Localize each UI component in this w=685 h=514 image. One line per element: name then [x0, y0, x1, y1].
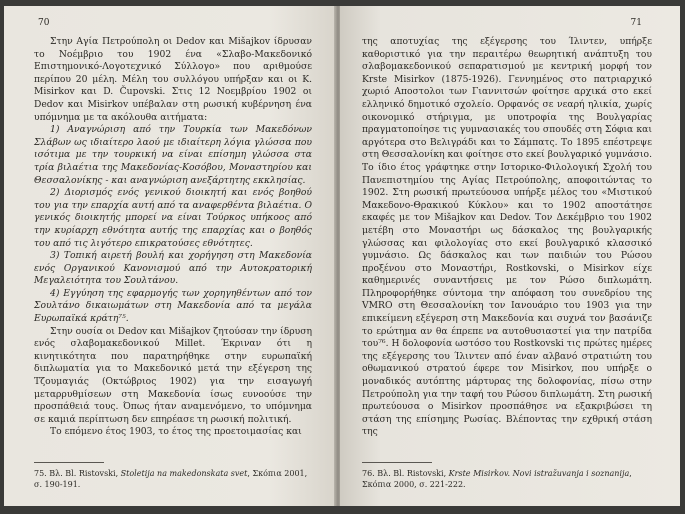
paragraph: Το επόμενο έτος 1903, το έτος της προετοιμασίας και — [50, 426, 302, 438]
footnote — [362, 468, 652, 490]
footnote-prefix: 76. Βλ. Bl. Ristovski, — [362, 469, 449, 478]
footnote — [34, 468, 312, 490]
paragraph: Στην ουσία οι Dedov και Mišajkov ζητούσαν την ίδρυση ενός σλαβομακεδονικού Millet. Έκριναν ότι η κινητικότητα που παρατηρήθηκε στην ευρωπαϊκή διπλωματία για το Μακεδονικό μετά την εξέγερση της Τζουμαγιάς (Οκτώβριος 1902) για την εισαγωγή μεταρρυθμίσεων στη Μακεδονία ίσως ευνοούσε την προσπάθειά τους. Όπως ήταν αναμενόμενο, το υπόμνημα σε καμιά περίπτωση δεν επηρέασε τη ρωσική πολιτική. — [34, 325, 312, 425]
paragraph: Στην Αγία Πετρούπολη οι Dedov και Mišajkov ίδρυσαν το Νοέμβριο του 1902 ένα «Σλαβο-Μακεδονικό Επιστημονικό-Λογοτεχνικό Σύλλογο» που αριθμούσε περίπου 20 μέλη. Μέλη του συλλόγου υπήρξαν και οι K. Misirkov και D. Čupovski. Στις 12 Νοεμβρίου 1902 οι Dedov και Misirkov υπέβαλαν στη ρωσική κυβέρνηση ένα υπόμνημα με τα ακόλουθα αιτήματα: — [34, 36, 312, 123]
footnote-suffix: , Σκόπια 2001, σ. 190-191. — [34, 469, 308, 489]
demand-item: 1) Αναγνώριση από την Τουρκία των Μακεδόνων Σλάβων ως ιδιαίτερο λαού με ιδιαίτερη λόγια γλώσσα που ισότιμα με την τουρκική να είναι επίσημη γλώσσα στα τρία βιλαέτια της Μακεδονίας-Κοσόβου, Μοναστηρίου και Θεσσαλονίκης - και αναγνώριση ανεξάρτητης εκκλησίας. — [34, 124, 312, 186]
footnote-rule — [362, 462, 432, 463]
demand-item: 4) Εγγύηση της εφαρμογής των χορηγηθέντων από τον Σουλτάνο δικαιωμάτων στη Μακεδονία από τα μεγάλα Ευρωπαϊκά κράτη⁷⁵. — [34, 287, 312, 325]
footnote-rule — [34, 462, 104, 463]
page-number: 70 — [38, 18, 50, 28]
left-page — [4, 6, 336, 506]
footnote-title: Stoletija na makedonskata svet — [120, 469, 248, 478]
footnote-suffix: , Σκόπια 2000, σ. 221-222. — [362, 469, 632, 489]
footnote-prefix: 75. Βλ. Bl. Ristovski, — [34, 469, 121, 478]
page-body — [362, 36, 652, 439]
demand-item: 3) Τοπική αιρετή βουλή και χορήγηση στη Μακεδονία ενός Οργανικού Κανονισμού από την Αυτοκρατορική Μεγαλειότητα του Σουλτάνου. — [34, 250, 312, 287]
page-number: 71 — [630, 18, 642, 28]
demand-item: 2) Διορισμός ενός γενικού διοικητή και ενός βοηθού του για την επαρχία αυτή από τα αναφερθέντα βιλαέτια. Ο γενικός διοικητής μπορεί να είναι Τούρκος υπήκοος από την κυρίαρχη εθνότητα αυτής της επαρχίας και ο βοηθός του από τις λιγότερο επικρατούσες εθνότητες. — [34, 187, 312, 249]
right-page — [340, 6, 680, 506]
page-body — [34, 36, 312, 439]
footnote-title: Krste Misirkov. Novi istražuvanja i soznanija — [448, 469, 630, 478]
paragraph: της αποτυχίας της εξέγερσης του Ίλιντεν, υπήρξε καθοριστικό για την περαιτέρω θεωρητική ανάπτυξη του σλαβομακεδονικού σεπαρατισμού με κεντρική μορφή τον Krste Misirkov (1875-1926). Γεννημένος στο πατριαρχικό χωριό Αποστολοι των Γιαννιτσών φοίτησε αρχικά στο εκεί ελληνικό δημοτικό σχολείο. Ορφανός σε νεαρή ηλικία, χωρίς οικονομικό στήριγμα, με υποτροφία της Βουλγαρίας πραγματοποίησε τις γυμνασιακές του σπουδές στη Σόφια και αργότερα στο Βελιγράδι και το Σάμπατς. Το 1895 επέστρεψε στη Θεσσαλονίκη και φοίτησε στο εκεί βουλγαρικό γυμνάσιο. Το ίδιο έτος γράφτηκε στην Ιστορικο-Φιλολογική Σχολή του Πανεπιστημίου της Αγίας Πετρούπολης, αποφοιτώντας το 1902. Στη ρωσική πρωτεύουσα υπήρξε μέλος του «Μιστικού Μακεδονο-Θρακικού Κύκλου» και το 1902 αποστάτησε εκαφές με τον Mišajkov και Dedov. Τον Δεκέμβριο του 1902 μετέβη στο Μοναστήρι ως δάσκαλος της βουλγαρικής γλώσσας και φιλολογίας στο εκεί βουλγαρικό κλασσικό γυμνάσιο. Ως δάσκαλος και των παιδιών του Ρώσου προξένου στο Μοναστήρι, Rostkovski, ο Misirkov είχε καθημερινές συναντήσεις με τον Ρώσο διπλωμάτη. Πληροφορήθηκε σύντομα την απόφαση του συνεδρίου της VMRO στη Θεσσαλονίκη τον Ιανουάριο του 1903 για την επικείμενη εξέγερση στη Μακεδονία και συχνά τον βασάνιζε το ερώτημα αν θα έπρεπε να αυτοθυσιαστεί για την πατρίδα του⁷⁶. Η δολοφονία ωστόσο του Rostkovski τις πρώτες ημέρες της εξέγερσης του Ίλιντεν από έναν αλβανό στρατιώτη του οθωμανικού στρατού έφερε τον Misirkov, που υπήρξε ο μοναδικός αυτόπτης μάρτυρας της δολοφονίας, πίσω στην Πετρούπολη για την ταφή του Ρώσου διπλωμάτη. Στη ρωσική πρωτεύουσα ο Misirkov προσπάθησε να εξακριβώσει τη στάση της επίσημης Ρωσίας. Βλέποντας την εχθρική στάση της — [362, 36, 652, 438]
